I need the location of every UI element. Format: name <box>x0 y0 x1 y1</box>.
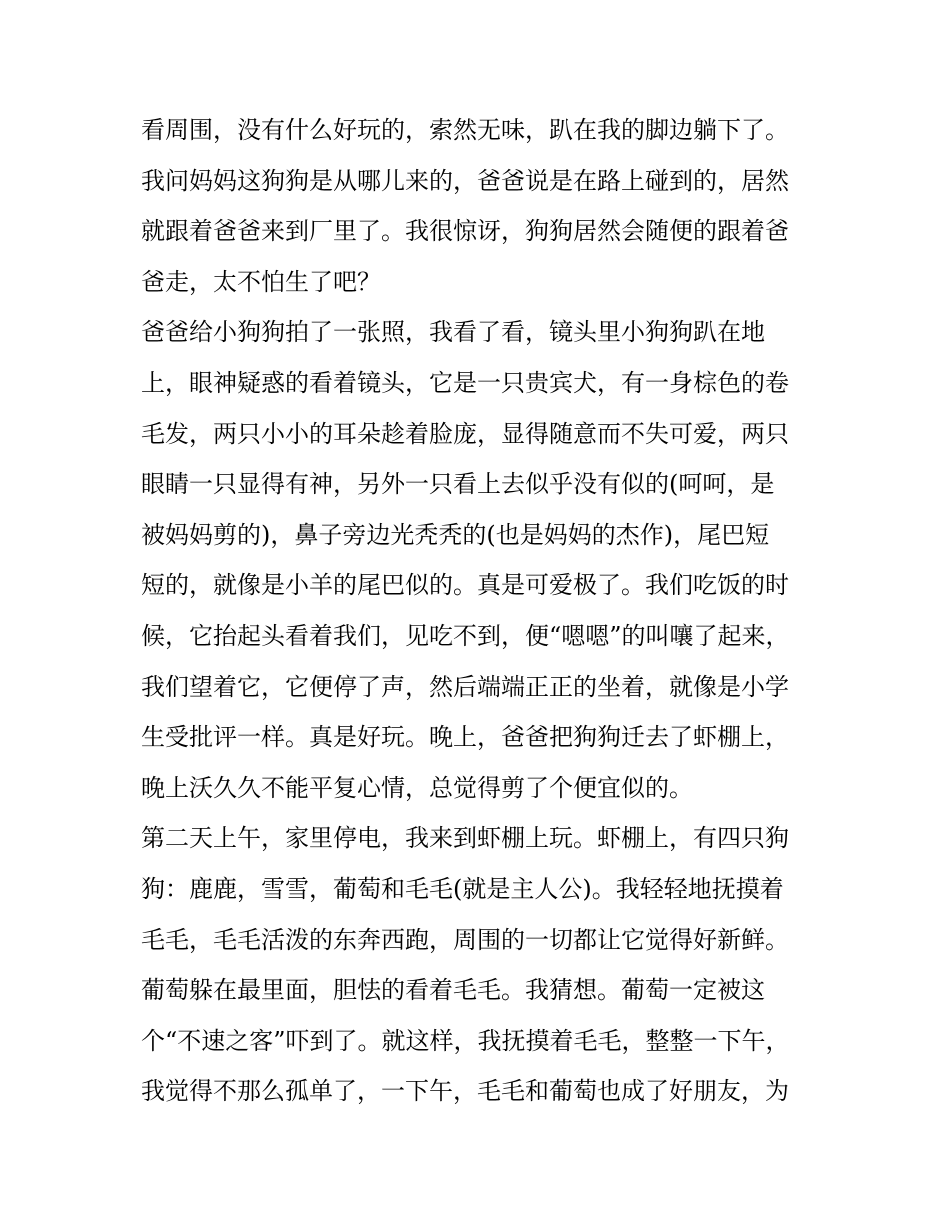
text-line: 个“不速之客”吓到了。就这样，我抚摸着毛毛，整整一下午， <box>141 1026 790 1055</box>
text-line: 就跟着爸爸来到厂里了。我很惊讶，狗狗居然会随便的跟着爸 <box>141 217 789 246</box>
text-line: 晚上沃久久不能平复心情，总觉得剪了个便宜似的。 <box>141 773 693 802</box>
text-line: 我问妈妈这狗狗是从哪儿来的，爸爸说是在路上碰到的，居然 <box>141 166 789 195</box>
text-line: 上，眼神疑惑的看着镜头，它是一只贵宾犬，有一身棕色的卷 <box>141 368 789 397</box>
text-line: 生受批评一样。真是好玩。晚上，爸爸把狗狗迁去了虾棚上， <box>141 723 789 752</box>
text-line: 毛毛，毛毛活泼的东奔西跑，周围的一切都让它觉得好新鲜。 <box>141 925 789 954</box>
text-line: 候，它抬起头看着我们，见吃不到，便“嗯嗯”的叫嚷了起来， <box>141 621 790 650</box>
text-line: 我觉得不那么孤单了，一下午，毛毛和葡萄也成了好朋友，为 <box>141 1077 789 1106</box>
text-line: 短的，就像是小羊的尾巴似的。真是可爱极了。我们吃饭的时 <box>141 571 789 600</box>
text-line: 爸走，太不怕生了吧？ <box>141 267 381 296</box>
text-line: 被妈妈剪的)，鼻子旁边光秃秃的(也是妈妈的杰作)，尾巴短 <box>141 520 770 549</box>
text-line: 我们望着它，它便停了声，然后端端正正的坐着，就像是小学 <box>141 672 789 701</box>
text-line: 狗：鹿鹿，雪雪，葡萄和毛毛(就是主人公)。我轻轻地抚摸着 <box>141 874 784 903</box>
text-line: 爸爸给小狗狗拍了一张照，我看了看，镜头里小狗狗趴在地 <box>141 318 765 347</box>
text-line: 看周围，没有什么好玩的，索然无味，趴在我的脚边躺下了。 <box>141 116 789 144</box>
text-line: 葡萄躲在最里面，胆怯的看着毛毛。我猜想。葡萄一定被这 <box>141 976 765 1005</box>
text-line: 眼睛一只显得有神，另外一只看上去似乎没有似的(呵呵，是 <box>141 470 775 499</box>
body-text <box>141 105 821 1117</box>
text-line: 毛发，两只小小的耳朵趁着脸庞，显得随意而不失可爱，两只 <box>141 419 789 448</box>
text-line: 第二天上午，家里停电，我来到虾棚上玩。虾棚上，有四只狗 <box>141 824 789 853</box>
